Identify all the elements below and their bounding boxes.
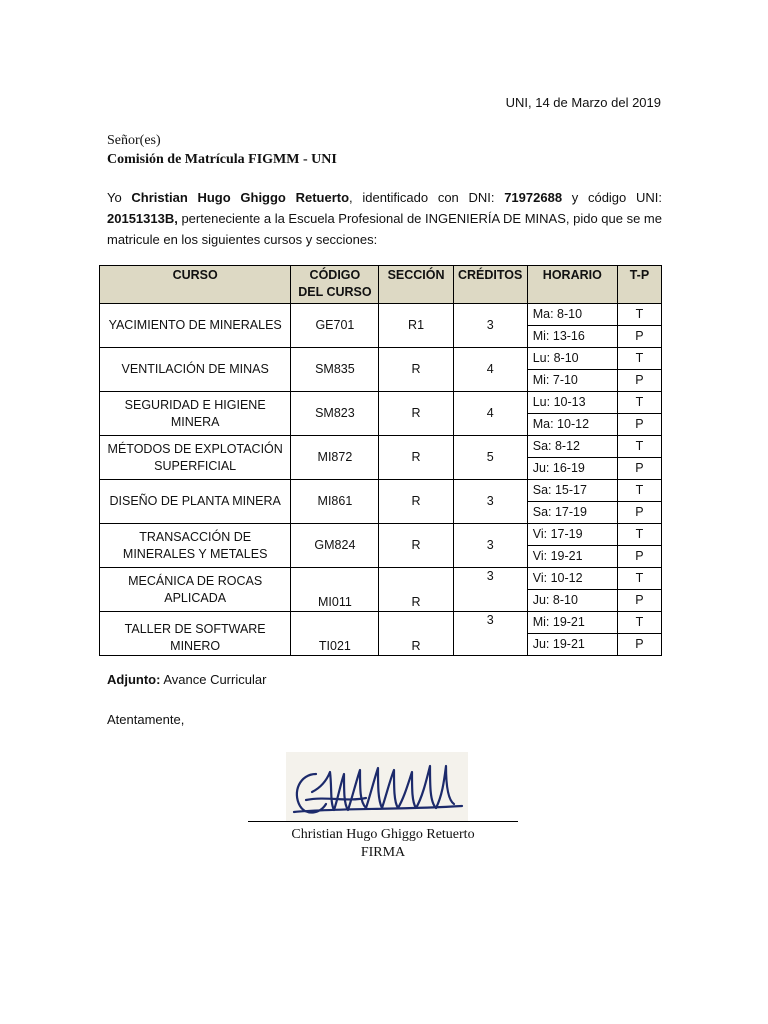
course-code: MI861 — [291, 480, 379, 524]
course-credits: 3 — [453, 480, 527, 524]
type-practice: P — [617, 458, 661, 480]
type-theory: T — [617, 304, 661, 326]
committee-name: Comisión de Matrícula FIGMM - UNI — [107, 152, 337, 167]
course-code: SM823 — [291, 392, 379, 436]
handwritten-signature — [286, 752, 468, 822]
type-theory: T — [617, 612, 661, 634]
signature-line — [248, 821, 518, 822]
attachment-line — [107, 672, 266, 687]
schedule-theory: Vi: 17-19 — [527, 524, 617, 546]
course-name: TALLER DE SOFTWARE MINERO — [100, 612, 291, 656]
attachment-value: Avance Curricular — [163, 672, 267, 687]
schedule-theory: Sa: 8-12 — [527, 436, 617, 458]
course-name: VENTILACIÓN DE MINAS — [100, 348, 291, 392]
course-name: DISEÑO DE PLANTA MINERA — [100, 480, 291, 524]
schedule-theory: Lu: 8-10 — [527, 348, 617, 370]
request-paragraph — [107, 187, 662, 250]
type-practice: P — [617, 590, 661, 612]
signature-caption: FIRMA — [360, 845, 406, 860]
type-practice: P — [617, 502, 661, 524]
student-name: Christian Hugo Ghiggo Retuerto — [131, 190, 350, 205]
course-section: R — [379, 612, 453, 656]
course-name: YACIMIENTO DE MINERALES — [100, 304, 291, 348]
schedule-theory: Ma: 8-10 — [527, 304, 617, 326]
course-section: R — [379, 436, 453, 480]
signature-block — [248, 826, 518, 862]
course-credits: 3 — [453, 568, 527, 612]
course-credits: 3 — [453, 612, 527, 656]
course-name: MECÁNICA DE ROCAS APLICADA — [100, 568, 291, 612]
type-practice: P — [617, 546, 661, 568]
table-row — [100, 612, 662, 634]
schedule-practice: Ju: 19-21 — [527, 634, 617, 656]
course-code: MI011 — [291, 568, 379, 612]
student-uni-code: 20151313B, — [107, 211, 178, 226]
type-practice: P — [617, 414, 661, 436]
course-section: R — [379, 524, 453, 568]
course-code: MI872 — [291, 436, 379, 480]
course-credits: 4 — [453, 348, 527, 392]
table-row — [100, 568, 662, 590]
table-row — [100, 524, 662, 546]
schedule-practice: Ma: 10-12 — [527, 414, 617, 436]
header-tp: T-P — [617, 266, 661, 304]
type-practice: P — [617, 326, 661, 348]
schedule-practice: Ju: 16-19 — [527, 458, 617, 480]
header-codigo: CÓDIGO DEL CURSO — [291, 266, 379, 304]
type-practice: P — [617, 370, 661, 392]
attachment-label: Adjunto: — [107, 672, 161, 687]
schedule-theory: Sa: 15-17 — [527, 480, 617, 502]
course-section: R — [379, 348, 453, 392]
student-dni: 71972688 — [504, 190, 563, 205]
type-practice: P — [617, 634, 661, 656]
table-row — [100, 480, 662, 502]
header-curso: CURSO — [100, 266, 291, 304]
schedule-theory: Vi: 10-12 — [527, 568, 617, 590]
schedule-practice: Mi: 7-10 — [527, 370, 617, 392]
table-row — [100, 348, 662, 370]
table-row — [100, 304, 662, 326]
type-theory: T — [617, 436, 661, 458]
schedule-practice: Sa: 17-19 — [527, 502, 617, 524]
schedule-theory: Mi: 19-21 — [527, 612, 617, 634]
course-credits: 3 — [453, 304, 527, 348]
paragraph-text: perteneciente a la Escuela Profesional de INGENIERÍA DE MINAS, pido que se me matricule en los siguientes cursos y secciones: — [107, 211, 662, 247]
course-section: R — [379, 480, 453, 524]
salutation: Señor(es) — [107, 133, 161, 148]
course-section: R1 — [379, 304, 453, 348]
table-row — [100, 392, 662, 414]
course-credits: 3 — [453, 524, 527, 568]
paragraph-text: , identificado con DNI: — [349, 190, 505, 205]
type-theory: T — [617, 480, 661, 502]
schedule-theory: Lu: 10-13 — [527, 392, 617, 414]
type-theory: T — [617, 568, 661, 590]
closing-line: Atentamente, — [107, 712, 185, 727]
paragraph-text: Yo — [107, 190, 132, 205]
course-name: SEGURIDAD E HIGIENE MINERA — [100, 392, 291, 436]
course-code: SM835 — [291, 348, 379, 392]
course-code: GM824 — [291, 524, 379, 568]
schedule-practice: Vi: 19-21 — [527, 546, 617, 568]
header-horario: HORARIO — [527, 266, 617, 304]
courses-table — [99, 265, 662, 656]
course-name: MÉTODOS DE EXPLOTACIÓN SUPERFICIAL — [100, 436, 291, 480]
course-credits: 4 — [453, 392, 527, 436]
table-header-row — [100, 266, 662, 304]
course-name: TRANSACCIÓN DE MINERALES Y METALES — [100, 524, 291, 568]
course-section: R — [379, 392, 453, 436]
header-seccion: SECCIÓN — [379, 266, 453, 304]
type-theory: T — [617, 348, 661, 370]
paragraph-text: y código UNI: — [562, 190, 662, 205]
course-section: R — [379, 568, 453, 612]
course-credits: 5 — [453, 436, 527, 480]
type-theory: T — [617, 392, 661, 414]
letter-date: UNI, 14 de Marzo del 2019 — [505, 95, 661, 110]
course-code: TI021 — [291, 612, 379, 656]
table-row — [100, 436, 662, 458]
recipient-block — [107, 131, 337, 169]
type-theory: T — [617, 524, 661, 546]
signer-name: Christian Hugo Ghiggo Retuerto — [291, 827, 475, 842]
course-code: GE701 — [291, 304, 379, 348]
header-creditos: CRÉDITOS — [453, 266, 527, 304]
schedule-practice: Mi: 13-16 — [527, 326, 617, 348]
schedule-practice: Ju: 8-10 — [527, 590, 617, 612]
